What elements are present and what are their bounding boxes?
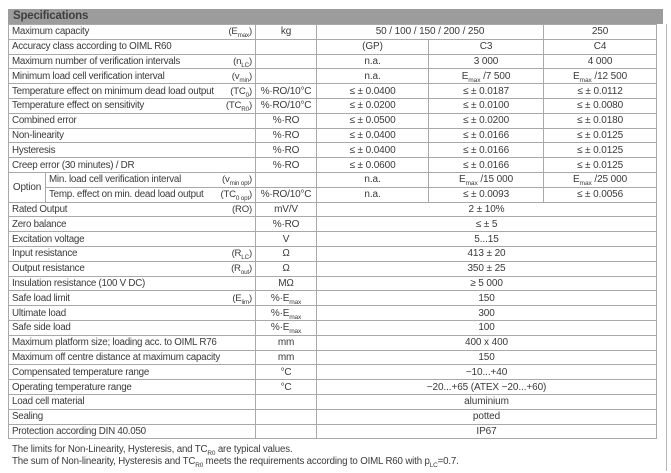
value-cell: ≤ ± 0.0056 xyxy=(544,187,657,202)
parameter-cell xyxy=(9,335,256,350)
spec-row xyxy=(9,320,657,335)
value-cell: 5...15 xyxy=(317,232,657,247)
value-cell: n.a. xyxy=(317,69,429,84)
parameter-label: Minimum load cell verification interval xyxy=(12,70,165,82)
parameter-symbol: $(v_{min})$ xyxy=(231,70,252,84)
footnote-line: The limits for Non-Linearity, Hysteresis, and $TC_{R0}$ are typical values. xyxy=(12,444,293,457)
value-cell: ≤ ± 5 xyxy=(317,217,657,232)
parameter-label: Rated Output xyxy=(12,203,68,215)
value-cell: ≤ ± 0.0080 xyxy=(544,98,657,113)
parameter-symbol: $(E_{lim})$ xyxy=(232,292,252,306)
parameter-cell xyxy=(9,320,256,335)
parameter-label: Output resistance xyxy=(12,263,85,275)
spec-row xyxy=(9,217,657,232)
spec-row xyxy=(9,409,657,424)
value-cell: potted xyxy=(317,409,657,424)
unit-cell: %·RO/10°C xyxy=(256,84,317,99)
unit-cell: %·RO/10°C xyxy=(256,98,317,113)
parameter-label: Maximum capacity xyxy=(12,26,90,38)
parameter-cell xyxy=(9,84,256,99)
unit-cell: %·RO xyxy=(256,113,317,128)
value-cell: ≤ ± 0.0200 xyxy=(429,113,544,128)
parameter-label: Temperature effect on sensitivity xyxy=(12,100,145,112)
unit-cell: V xyxy=(256,232,317,247)
section-title: Specifications xyxy=(13,10,89,22)
parameter-label: Temp. effect on min. dead load output xyxy=(49,189,204,201)
value-cell: $E_{max}$ /15 000 xyxy=(429,172,544,187)
parameter-cell xyxy=(9,291,256,306)
value-cell: n.a. xyxy=(317,172,429,187)
unit-cell xyxy=(256,394,317,409)
value-cell: ≤ ± 0.0166 xyxy=(429,158,544,173)
parameter-cell xyxy=(9,39,256,54)
unit-cell: Ω xyxy=(256,246,317,261)
value-cell: 150 xyxy=(317,350,657,365)
parameter-label: Accuracy class according to OIML R60 xyxy=(12,41,172,53)
footnotes xyxy=(12,444,459,467)
spec-row xyxy=(9,394,657,409)
unit-cell: $\%\cdot E_{max}$ xyxy=(256,306,317,321)
value-cell: ≤ ± 0.0100 xyxy=(429,98,544,113)
parameter-label: Excitation voltage xyxy=(12,233,85,245)
value-cell: n.a. xyxy=(317,187,429,202)
unit-cell: mV/V xyxy=(256,202,317,217)
parameter-cell xyxy=(9,54,256,69)
value-cell: n.a. xyxy=(317,54,429,69)
value-cell: $E_{max}$ /12 500 xyxy=(544,69,657,84)
spec-row xyxy=(9,98,657,113)
unit-cell: mm xyxy=(256,335,317,350)
value-cell: ≤ ± 0.0166 xyxy=(429,143,544,158)
value-cell: 100 xyxy=(317,320,657,335)
parameter-label: Combined error xyxy=(12,115,77,127)
page-column-rule xyxy=(666,24,667,471)
parameter-symbol: $(v_{min opt})$ xyxy=(222,174,252,188)
parameter-cell xyxy=(9,25,256,40)
unit-cell: $\%\cdot E_{max}$ xyxy=(256,320,317,335)
value-cell: ≤ ± 0.0400 xyxy=(317,128,429,143)
parameter-symbol: $(n_{LC})$ xyxy=(233,55,252,69)
unit-cell: %·RO xyxy=(256,217,317,232)
value-cell: 2 ± 10% xyxy=(317,202,657,217)
parameter-cell xyxy=(9,232,256,247)
unit-cell: °C xyxy=(256,380,317,395)
parameter-cell xyxy=(9,128,256,143)
value-cell: ≤ ± 0.0166 xyxy=(429,128,544,143)
value-cell: ≤ ± 0.0125 xyxy=(544,143,657,158)
value-cell: 4 000 xyxy=(544,54,657,69)
unit-cell xyxy=(256,39,317,54)
parameter-cell xyxy=(9,143,256,158)
spec-row xyxy=(9,25,657,40)
parameter-symbol: $(TC_{0 opt})$ xyxy=(220,189,252,203)
unit-cell: %·RO/10°C xyxy=(256,187,317,202)
parameter-label: Zero balance xyxy=(12,218,67,230)
parameter-label: Load cell material xyxy=(12,396,85,408)
value-cell: IP67 xyxy=(317,424,657,439)
spec-row xyxy=(9,380,657,395)
spec-row xyxy=(9,232,657,247)
unit-cell: %·RO xyxy=(256,158,317,173)
value-cell: 350 ± 25 xyxy=(317,261,657,276)
parameter-symbol: $(R_{out})$ xyxy=(231,263,252,277)
spec-row xyxy=(9,202,657,217)
value-cell: $E_{max}$ /25 000 xyxy=(544,172,657,187)
parameter-label: Safe load limit xyxy=(12,292,70,304)
value-cell: (GP) xyxy=(317,39,429,54)
unit-cell: Ω xyxy=(256,261,317,276)
parameter-label: Input resistance xyxy=(12,248,78,260)
spec-row xyxy=(9,335,657,350)
parameter-label: Sealing xyxy=(12,411,43,423)
unit-cell xyxy=(256,69,317,84)
spec-row xyxy=(9,143,657,158)
parameter-symbol: $(TC_{R0})$ xyxy=(225,100,252,114)
parameter-label: Temperature effect on minimum dead load output xyxy=(12,85,214,97)
value-cell: ≤ ± 0.0400 xyxy=(317,143,429,158)
spec-row xyxy=(9,172,657,187)
value-cell: 400 x 400 xyxy=(317,335,657,350)
parameter-label: Creep error (30 minutes) / DR xyxy=(12,159,135,171)
parameter-label: Maximum number of verification intervals xyxy=(12,55,181,67)
spec-row xyxy=(9,128,657,143)
parameter-cell xyxy=(9,158,256,173)
spec-row xyxy=(9,84,657,99)
unit-cell: kg xyxy=(256,25,317,40)
spec-row xyxy=(9,187,657,202)
value-cell: ≥ 5 000 xyxy=(317,276,657,291)
parameter-label: Maximum off centre distance at maximum capacity xyxy=(12,351,221,363)
parameter-cell xyxy=(9,202,256,217)
spec-row xyxy=(9,365,657,380)
unit-cell: %·RO xyxy=(256,143,317,158)
value-cell: $E_{max}$ /7 500 xyxy=(429,69,544,84)
parameter-label: Protection according DIN 40.050 xyxy=(12,425,146,437)
unit-cell: MΩ xyxy=(256,276,317,291)
value-cell: −20...+65 (ATEX −20...+60) xyxy=(317,380,657,395)
parameter-label: Ultimate load xyxy=(12,307,66,319)
value-cell: 300 xyxy=(317,306,657,321)
value-cell: ≤ ± 0.0500 xyxy=(317,113,429,128)
parameter-cell xyxy=(9,306,256,321)
option-group-cell: Option xyxy=(9,172,46,202)
spec-row xyxy=(9,39,657,54)
unit-cell xyxy=(256,54,317,69)
value-cell: 250 xyxy=(544,25,657,40)
value-cell: C3 xyxy=(429,39,544,54)
footnote-line: The sum of Non-linearity, Hysteresis and $TC_{R0}$ meets the requirements according to OIML R60 with $p_{LC}=0.7$. xyxy=(12,455,459,469)
spec-row xyxy=(9,158,657,173)
parameter-label: Maximum platform size; loading acc. to OIML R76 xyxy=(12,337,217,349)
parameter-cell xyxy=(9,113,256,128)
value-cell: ≤ ± 0.0125 xyxy=(544,128,657,143)
parameter-symbol: $(TC_0)$ xyxy=(230,85,252,99)
value-cell: ≤ ± 0.0093 xyxy=(429,187,544,202)
parameter-symbol: (RO) xyxy=(232,203,252,215)
spec-row xyxy=(9,54,657,69)
parameter-cell xyxy=(9,98,256,113)
unit-cell xyxy=(256,424,317,439)
parameter-label: Operating temperature range xyxy=(12,381,132,393)
parameter-cell xyxy=(9,380,256,395)
spec-row xyxy=(9,424,657,439)
spec-row xyxy=(9,246,657,261)
value-cell: C4 xyxy=(544,39,657,54)
parameter-cell xyxy=(9,424,256,439)
parameter-label: Safe side load xyxy=(12,322,71,334)
spec-row xyxy=(9,69,657,84)
parameter-symbol: $(E_{max})$ xyxy=(228,26,252,40)
parameter-symbol: $(R_{LC})$ xyxy=(231,248,252,262)
parameter-cell xyxy=(9,365,256,380)
spec-table-body xyxy=(9,25,657,439)
value-cell: ≤ ± 0.0200 xyxy=(317,98,429,113)
specifications-table xyxy=(8,24,657,439)
parameter-cell xyxy=(9,276,256,291)
value-cell: 150 xyxy=(317,291,657,306)
parameter-label: Insulation resistance (100 V DC) xyxy=(12,277,146,289)
unit-cell xyxy=(256,172,317,187)
value-cell: ≤ ± 0.0187 xyxy=(429,84,544,99)
parameter-cell xyxy=(9,69,256,84)
parameter-cell xyxy=(9,261,256,276)
parameter-cell xyxy=(9,394,256,409)
unit-cell: °C xyxy=(256,365,317,380)
value-cell: ≤ ± 0.0180 xyxy=(544,113,657,128)
spec-row xyxy=(9,276,657,291)
value-cell: ≤ ± 0.0400 xyxy=(317,84,429,99)
unit-cell: $\%\cdot E_{max}$ xyxy=(256,291,317,306)
parameter-cell xyxy=(46,172,256,187)
spec-row xyxy=(9,261,657,276)
unit-cell: mm xyxy=(256,350,317,365)
value-cell: 3 000 xyxy=(429,54,544,69)
value-cell: −10...+40 xyxy=(317,365,657,380)
value-cell: ≤ ± 0.0600 xyxy=(317,158,429,173)
parameter-cell xyxy=(9,350,256,365)
spec-row xyxy=(9,291,657,306)
value-cell: 50 / 100 / 150 / 200 / 250 xyxy=(317,25,544,40)
value-cell: aluminium xyxy=(317,394,657,409)
parameter-label: Non-linearity xyxy=(12,129,64,141)
unit-cell: %·RO xyxy=(256,128,317,143)
spec-row xyxy=(9,306,657,321)
spec-row xyxy=(9,350,657,365)
parameter-cell xyxy=(9,246,256,261)
parameter-label: Min. load cell verification interval xyxy=(49,174,182,186)
value-cell: ≤ ± 0.0125 xyxy=(544,158,657,173)
parameter-cell xyxy=(46,187,256,202)
section-title-bar xyxy=(8,9,663,24)
parameter-cell xyxy=(9,217,256,232)
value-cell: ≤ ± 0.0112 xyxy=(544,84,657,99)
parameter-label: Hysteresis xyxy=(12,144,56,156)
spec-row xyxy=(9,113,657,128)
unit-cell xyxy=(256,409,317,424)
value-cell: 413 ± 20 xyxy=(317,246,657,261)
parameter-label: Compensated temperature range xyxy=(12,366,150,378)
parameter-cell xyxy=(9,409,256,424)
